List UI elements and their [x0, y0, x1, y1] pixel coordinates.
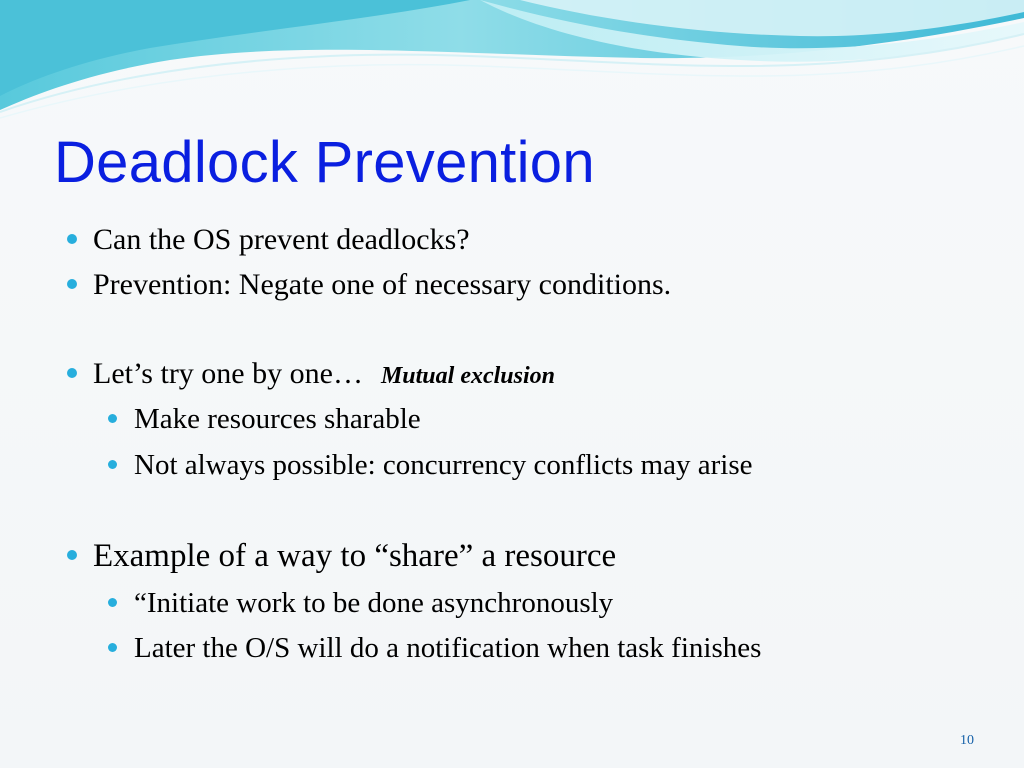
bullet-dot	[67, 234, 77, 244]
sub-bullet-item	[134, 451, 752, 480]
bullet-text: Let’s try one by one…	[93, 357, 363, 390]
bullet-text: Can the OS prevent deadlocks?	[93, 223, 470, 256]
bullet-text: Example of a way to “share” a resource	[93, 538, 617, 574]
sub-bullet-dot	[108, 414, 117, 423]
sub-bullet-dot	[108, 598, 117, 607]
sub-bullet-text: Later the O/S will do a notification when task finishes	[134, 632, 762, 664]
page-number: 10	[960, 733, 974, 748]
bullet-text: Prevention: Negate one of necessary conditions.	[93, 268, 672, 301]
sub-bullet-text: “Initiate work to be done asynchronously	[134, 587, 614, 619]
bullet-item	[93, 270, 671, 300]
sub-bullet-dot	[108, 460, 117, 469]
sub-bullet-item	[134, 634, 761, 663]
bullet-item	[93, 540, 616, 573]
bullet-emphasis: Mutual exclusion	[380, 363, 555, 389]
bullet-item	[93, 359, 555, 389]
sub-bullet-item	[134, 589, 613, 618]
slide-title: Deadlock Prevention	[54, 130, 595, 195]
sub-bullet-text: Make resources sharable	[134, 403, 421, 435]
bullet-item	[93, 225, 470, 255]
sub-bullet-item	[134, 405, 421, 434]
bullet-dot	[67, 279, 77, 289]
sub-bullet-dot	[108, 643, 117, 652]
bullet-dot	[67, 368, 77, 378]
bullet-dot	[67, 550, 77, 560]
sub-bullet-text: Not always possible: concurrency conflicts may arise	[134, 449, 753, 481]
